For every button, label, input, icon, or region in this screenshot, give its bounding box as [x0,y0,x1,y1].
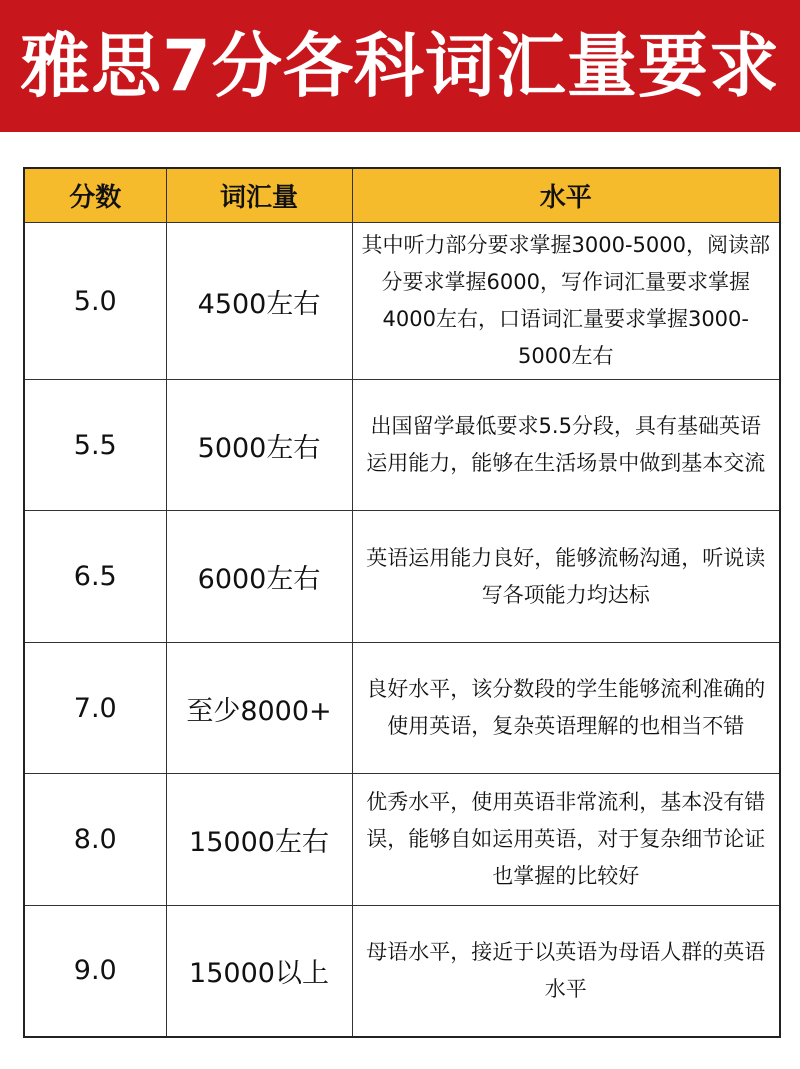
table-row [24,223,780,380]
level-cell: 优秀水平，使用英语非常流利，基本没有错误，能够自如运用英语，对于复杂细节论证也掌握的比较好 [352,774,780,906]
header-vocab: 词汇量 [166,168,352,223]
table-row [24,380,780,511]
level-cell: 母语水平，接近于以英语为母语人群的英语水平 [352,906,780,1037]
score-cell: 5.5 [24,380,166,511]
score-cell: 9.0 [24,906,166,1037]
table-row [24,643,780,774]
vocab-cell: 5000左右 [166,380,352,511]
vocab-cell: 6000左右 [166,511,352,643]
table-row [24,774,780,906]
header-score: 分数 [24,168,166,223]
level-cell: 其中听力部分要求掌握3000-5000，阅读部分要求掌握6000，写作词汇量要求掌握4000左右，口语词汇量要求掌握3000-5000左右 [352,223,780,380]
vocab-cell: 15000以上 [166,906,352,1037]
header-level: 水平 [352,168,780,223]
vocab-cell: 至少8000+ [166,643,352,774]
score-cell: 7.0 [24,643,166,774]
table-header-row [24,168,780,223]
vocab-cell: 4500左右 [166,223,352,380]
vocabulary-table [23,167,781,1038]
title-banner [0,0,800,132]
table-row [24,511,780,643]
table-row [24,906,780,1037]
page-title: 雅思7分各科词汇量要求 [20,25,780,107]
vocab-cell: 15000左右 [166,774,352,906]
level-cell: 良好水平，该分数段的学生能够流利准确的使用英语，复杂英语理解的也相当不错 [352,643,780,774]
level-cell: 出国留学最低要求5.5分段，具有基础英语运用能力，能够在生活场景中做到基本交流 [352,380,780,511]
score-cell: 6.5 [24,511,166,643]
level-cell: 英语运用能力良好，能够流畅沟通，听说读写各项能力均达标 [352,511,780,643]
score-cell: 8.0 [24,774,166,906]
score-cell: 5.0 [24,223,166,380]
